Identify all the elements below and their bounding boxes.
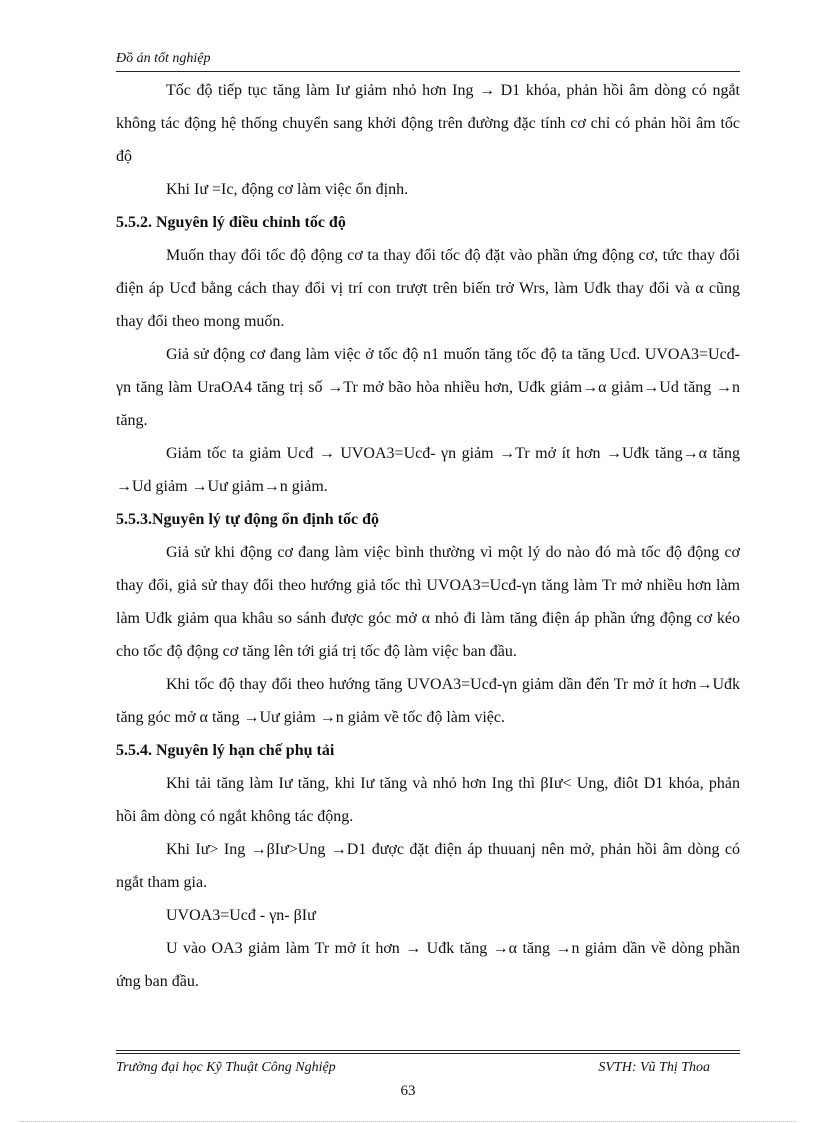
- footer-rule: [116, 1053, 740, 1054]
- footer-row: [116, 1059, 740, 1077]
- page-edge-divider: [20, 1121, 796, 1122]
- section-heading-5-5-4: 5.5.4. Nguyên lý hạn chế phụ tải: [116, 742, 335, 759]
- paragraph: Muốn thay đổi tốc độ động cơ ta thay đổi tốc độ đặt vào phần ứng động cơ, tức thay đổi điện áp Ucđ bằng cách thay đổi vị trí con trượt trên biến trở Wrs, làm Uđk thay đổi và α cũng thay đổi theo mong muốn.: [116, 247, 740, 330]
- footer-rule: [116, 1050, 740, 1051]
- header-rule: [116, 71, 740, 72]
- section-heading-5-5-3: 5.5.3.Nguyên lý tự động ổn định tốc độ: [116, 511, 379, 528]
- header-title: Đồ án tốt nghiệp: [116, 51, 211, 66]
- page-number: 63: [400, 1083, 416, 1099]
- footer-school: Trường đại học Kỹ Thuật Công Nghiệp: [116, 1060, 336, 1075]
- page-header: [116, 50, 740, 72]
- paragraph: Tốc độ tiếp tục tăng làm Iư giảm nhỏ hơn Ing → D1 khóa, phản hồi âm dòng có ngắt không tác động hệ thống chuyển sang khởi động trên đường đặc tính cơ chỉ có phản hồi âm tốc độ: [116, 82, 740, 165]
- formula-line: UVOA3=Ucđ - γn- βIư: [166, 907, 316, 924]
- paragraph: Khi tốc độ thay đổi theo hướng tăng UVOA3=Ucđ-γn giảm dần đến Tr mở ít hơn→Uđk tăng góc mở α tăng →Uư giảm →n giảm về tốc độ làm việc.: [116, 676, 740, 726]
- page-footer: [116, 1050, 740, 1077]
- document-body: [116, 74, 740, 998]
- paragraph: Khi tải tăng làm Iư tăng, khi Iư tăng và nhỏ hơn Ing thì βIư< Ung, điôt D1 khóa, phản hồi âm dòng có ngắt không tác động.: [116, 775, 740, 825]
- section-heading-5-5-2: 5.5.2. Nguyên lý điều chỉnh tốc độ: [116, 214, 346, 231]
- footer-student: SVTH: Vũ Thị Thoa: [598, 1060, 710, 1075]
- paragraph: Khi Iư =Ic, động cơ làm việc ổn định.: [166, 181, 409, 198]
- paragraph: U vào OA3 giảm làm Tr mở ít hơn → Uđk tăng →α tăng →n giảm dần về dòng phần ứng ban đầu.: [116, 940, 740, 990]
- paragraph: Giả sử động cơ đang làm việc ở tốc độ n1 muốn tăng tốc độ ta tăng Ucđ. UVOA3=Ucđ-γn tăng làm UraOA4 tăng trị số →Tr mở bão hòa nhiều hơn, Uđk giảm→α giảm→Ud tăng →n tăng.: [116, 346, 740, 429]
- paragraph: Giả sử khi động cơ đang làm việc bình thường vì một lý do nào đó mà tốc độ động cơ thay đổi, giả sử thay đổi theo hướng giả tốc thì UVOA3=Ucđ-γn tăng làm Tr mở nhiều hơn làm làm Uđk giảm qua khâu so sánh được góc mở α nhỏ đi làm tăng điện áp phần ứng động cơ kéo cho tốc độ động cơ tăng lên tới giá trị tốc độ làm việc ban đầu.: [116, 544, 740, 660]
- paragraph: Khi Iư> Ing →βIư>Ung →D1 được đặt điện áp thuuanj nên mở, phản hồi âm dòng có ngắt tham gia.: [116, 841, 740, 891]
- paragraph: Giảm tốc ta giảm Ucđ → UVOA3=Ucđ- γn giảm →Tr mở ít hơn →Uđk tăng→α tăng →Ud giảm →Uư giảm→n giảm.: [116, 445, 740, 495]
